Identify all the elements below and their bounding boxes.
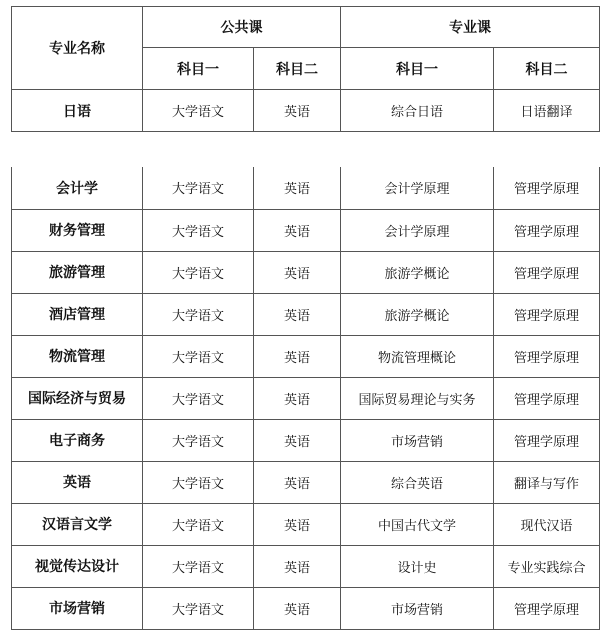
- table-row: [12, 335, 600, 377]
- table-row: [12, 293, 600, 335]
- major-cell: 汉语言文学: [12, 503, 143, 545]
- public-subject-two-cell: 英语: [254, 461, 341, 503]
- public-subject-two-cell: 英语: [254, 293, 341, 335]
- professional-subject-two-cell: 现代汉语: [494, 503, 600, 545]
- public-subject-one-cell: 大学语文: [143, 545, 254, 587]
- major-name-header: 专业名称: [12, 7, 143, 90]
- major-cell: 酒店管理: [12, 293, 143, 335]
- professional-subject-one-header: 科目一: [341, 48, 494, 90]
- major-cell: 物流管理: [12, 335, 143, 377]
- major-cell: 会计学: [12, 167, 143, 209]
- public-subject-two-cell: 英语: [254, 167, 341, 209]
- public-subject-one-cell: 大学语文: [143, 335, 254, 377]
- major-cell: 电子商务: [12, 419, 143, 461]
- public-subject-one-cell: 大学语文: [143, 209, 254, 251]
- professional-subject-one-cell: 会计学原理: [341, 167, 494, 209]
- public-subject-two-cell: 英语: [254, 251, 341, 293]
- exam-subjects-table-header: [11, 6, 600, 132]
- professional-subject-two-cell: 管理学原理: [494, 209, 600, 251]
- public-subject-one-header: 科目一: [143, 48, 254, 90]
- public-subject-two-cell: 英语: [254, 545, 341, 587]
- professional-course-header: 专业课: [341, 7, 600, 48]
- public-subject-two-header: 科目二: [254, 48, 341, 90]
- header-row-groups: [12, 7, 600, 48]
- major-cell: 视觉传达设计: [12, 545, 143, 587]
- table-row: [12, 209, 600, 251]
- public-subject-one-cell: 大学语文: [143, 419, 254, 461]
- professional-subject-one-cell: 市场营销: [341, 419, 494, 461]
- major-cell: 旅游管理: [12, 251, 143, 293]
- professional-subject-two-cell: 日语翻译: [494, 90, 600, 132]
- professional-subject-one-cell: 旅游学概论: [341, 293, 494, 335]
- public-subject-one-cell: 大学语文: [143, 461, 254, 503]
- table-row: [12, 503, 600, 545]
- public-subject-one-cell: 大学语文: [143, 503, 254, 545]
- professional-subject-two-cell: 专业实践综合: [494, 545, 600, 587]
- professional-subject-two-cell: 管理学原理: [494, 335, 600, 377]
- professional-subject-two-cell: 管理学原理: [494, 167, 600, 209]
- public-subject-one-cell: 大学语文: [143, 167, 254, 209]
- public-subject-two-cell: 英语: [254, 377, 341, 419]
- professional-subject-one-cell: 旅游学概论: [341, 251, 494, 293]
- table-row: [12, 167, 600, 209]
- table-row: [12, 461, 600, 503]
- public-subject-two-cell: 英语: [254, 209, 341, 251]
- public-subject-two-cell: 英语: [254, 587, 341, 629]
- professional-subject-two-cell: 管理学原理: [494, 587, 600, 629]
- exam-subjects-table-body: [11, 167, 600, 630]
- public-subject-one-cell: 大学语文: [143, 377, 254, 419]
- public-subject-one-cell: 大学语文: [143, 90, 254, 132]
- public-subject-two-cell: 英语: [254, 419, 341, 461]
- professional-subject-two-cell: 管理学原理: [494, 293, 600, 335]
- major-cell: 市场营销: [12, 587, 143, 629]
- professional-subject-one-cell: 中国古代文学: [341, 503, 494, 545]
- major-cell: 日语: [12, 90, 143, 132]
- public-subject-one-cell: 大学语文: [143, 587, 254, 629]
- professional-subject-two-cell: 管理学原理: [494, 251, 600, 293]
- table-row: [12, 251, 600, 293]
- professional-subject-two-header: 科目二: [494, 48, 600, 90]
- table-row: [12, 377, 600, 419]
- professional-subject-one-cell: 设计史: [341, 545, 494, 587]
- professional-subject-one-cell: 综合日语: [341, 90, 494, 132]
- professional-subject-one-cell: 会计学原理: [341, 209, 494, 251]
- major-cell: 财务管理: [12, 209, 143, 251]
- public-subject-two-cell: 英语: [254, 335, 341, 377]
- table-row: [12, 587, 600, 629]
- public-subject-one-cell: 大学语文: [143, 293, 254, 335]
- public-course-header: 公共课: [143, 7, 341, 48]
- public-subject-two-cell: 英语: [254, 90, 341, 132]
- professional-subject-one-cell: 综合英语: [341, 461, 494, 503]
- table-row: [12, 90, 600, 132]
- major-cell: 国际经济与贸易: [12, 377, 143, 419]
- professional-subject-two-cell: 管理学原理: [494, 419, 600, 461]
- professional-subject-one-cell: 国际贸易理论与实务: [341, 377, 494, 419]
- major-cell: 英语: [12, 461, 143, 503]
- public-subject-one-cell: 大学语文: [143, 251, 254, 293]
- professional-subject-one-cell: 市场营销: [341, 587, 494, 629]
- table-row: [12, 419, 600, 461]
- public-subject-two-cell: 英语: [254, 503, 341, 545]
- professional-subject-two-cell: 管理学原理: [494, 377, 600, 419]
- table-row: [12, 545, 600, 587]
- professional-subject-one-cell: 物流管理概论: [341, 335, 494, 377]
- professional-subject-two-cell: 翻译与写作: [494, 461, 600, 503]
